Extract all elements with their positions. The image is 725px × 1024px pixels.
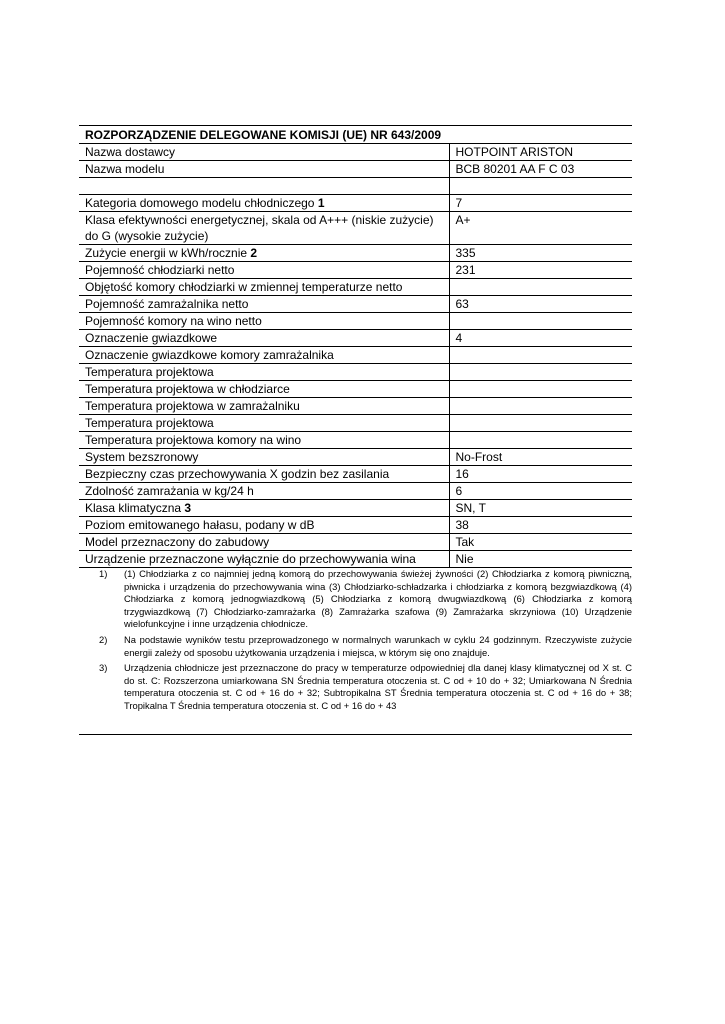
- row-value: [449, 279, 632, 296]
- row-value: 7: [449, 195, 632, 212]
- row-value: 4: [449, 330, 632, 347]
- row-value: BCB 80201 AA F C 03: [449, 161, 632, 178]
- row-label: [79, 296, 449, 313]
- row-label: [79, 347, 449, 364]
- table-row: [79, 330, 632, 347]
- footnote-number: 1): [99, 568, 108, 579]
- row-label-text: Bezpieczny czas przechowywania X godzin bez zasilania: [85, 467, 390, 481]
- row-label-text: Oznaczenie gwiazdkowe komory zamrażalnika: [85, 348, 334, 362]
- row-value: Nie: [449, 551, 632, 568]
- row-value: [449, 415, 632, 432]
- footnote-ref: 3: [184, 501, 192, 515]
- table-row: [79, 144, 632, 161]
- table-row: [79, 551, 632, 568]
- row-label: [79, 330, 449, 347]
- table-row: [79, 347, 632, 364]
- row-value: Tak: [449, 534, 632, 551]
- table-row: [79, 534, 632, 551]
- document: [79, 125, 632, 735]
- row-label: [79, 517, 449, 534]
- row-label: [79, 449, 449, 466]
- table-row: [79, 279, 632, 296]
- table-row: [79, 313, 632, 330]
- row-label-text: Temperatura projektowa komory na wino: [85, 433, 302, 447]
- row-label-text: Poziom emitowanego hałasu, podany w dB: [85, 518, 315, 532]
- row-label: [79, 432, 449, 449]
- row-label: [79, 364, 449, 381]
- row-label-text: Oznaczenie gwiazdkowe: [85, 331, 218, 345]
- row-value: 335: [449, 245, 632, 262]
- row-label: [79, 262, 449, 279]
- table-row: [79, 195, 632, 212]
- row-value: 231: [449, 262, 632, 279]
- table-row: [79, 381, 632, 398]
- row-label-text: Pojemność chłodziarki netto: [85, 263, 235, 277]
- row-label-text: Temperatura projektowa w chłodziarce: [85, 382, 290, 396]
- row-label-text: Pojemność zamrażalnika netto: [85, 297, 249, 311]
- row-label: [79, 161, 449, 178]
- row-label-text: Objętość komory chłodziarki w zmiennej temperaturze netto: [85, 280, 403, 294]
- table-title: ROZPORZĄDZENIE DELEGOWANE KOMISJI (UE) NR 643/2009: [79, 126, 632, 144]
- table-row: [79, 398, 632, 415]
- row-value: [449, 178, 632, 195]
- row-value: [449, 398, 632, 415]
- footnote-text: Urządzenia chłodnicze jest przeznaczone do pracy w temperaturze odpowiedniej dla danej klasy klimatycznej od X st. C do st. C: Rozszerzona umiarkowana SN Średnia temperatura otoczenia st. C od + 10 do + 32; Umiarkowana N Średnia temperatura otoczenia st. C od + 16 do + 32; Subtropikalna ST Średnia temperatura otoczenia st. C od + 16 do + 38; Tropikalna T Średnia temperatura otoczenia st. C od + 16 do + 43: [124, 662, 632, 711]
- row-value: 16: [449, 466, 632, 483]
- row-label: [79, 466, 449, 483]
- row-label-text: Zdolność zamrażania w kg/24 h: [85, 484, 254, 498]
- table-row: [79, 178, 632, 195]
- row-label-text: Nazwa dostawcy: [85, 145, 176, 159]
- table-row: [79, 245, 632, 262]
- row-label: [79, 551, 449, 568]
- footnote-text: (1) Chłodziarka z co najmniej jedną komorą do przechowywania świeżej żywności (2) Chłodziarka z komorą piwniczną, piwnicka i urządzenia do przechowywania wina (3) Chłodziarko-schładzarka i chłodziarka z komorą bezgwiazdkową (4) Chłodziarka z komorą jednogwiazdkową (5) Chłodziarka z komorą dwugwiazdkową (6) Chłodziarka z komorą trzygwiazdkową (7) Chłodziarko-zamrażarka (8) Zamrażarka szafowa (9) Zamrażarka skrzyniowa (10) Urządzenie wielofunkcyjne i inne urządzenia chłodnicze.: [124, 568, 632, 630]
- row-value: 63: [449, 296, 632, 313]
- row-value: [449, 381, 632, 398]
- row-value: 38: [449, 517, 632, 534]
- row-label: [79, 398, 449, 415]
- row-label-text: Nazwa modelu: [85, 162, 165, 176]
- table-row: [79, 483, 632, 500]
- row-label: [79, 381, 449, 398]
- row-label-text: Temperatura projektowa: [85, 365, 214, 379]
- row-label: [79, 500, 449, 517]
- table-title-row: [79, 126, 632, 144]
- row-label-text: Model przeznaczony do zabudowy: [85, 535, 270, 549]
- row-value: No-Frost: [449, 449, 632, 466]
- row-value: 6: [449, 483, 632, 500]
- row-label: [79, 212, 449, 245]
- row-label-text: Urządzenie przeznaczone wyłącznie do przechowywania wina: [85, 552, 416, 566]
- footnote-ref: 1: [317, 196, 325, 210]
- row-label-text: Klasa efektywności energetycznej, skala od A+++ (niskie zużycie) do G (wysokie zużycie): [85, 213, 434, 243]
- footnote: [79, 634, 632, 659]
- row-value: [449, 432, 632, 449]
- table-row: [79, 364, 632, 381]
- table-row: [79, 296, 632, 313]
- table-row: [79, 449, 632, 466]
- table-row: [79, 161, 632, 178]
- row-label: [79, 534, 449, 551]
- row-label: [79, 279, 449, 296]
- footnote: [79, 568, 632, 631]
- table-row: [79, 500, 632, 517]
- footnote-ref: 2: [250, 246, 258, 260]
- row-label: [79, 178, 449, 195]
- footnote-number: 3): [99, 662, 108, 674]
- footnotes: [79, 568, 632, 735]
- table-row: [79, 212, 632, 245]
- row-label: [79, 144, 449, 161]
- row-label: [79, 483, 449, 500]
- table-row: [79, 517, 632, 534]
- footnote-number: 2): [99, 633, 108, 645]
- row-label: [79, 313, 449, 330]
- row-label: [79, 415, 449, 432]
- row-value: [449, 347, 632, 364]
- spec-table: [79, 125, 632, 568]
- row-value: HOTPOINT ARISTON: [449, 144, 632, 161]
- row-value: [449, 313, 632, 330]
- row-label-text: Temperatura projektowa w zamrażalniku: [85, 399, 300, 413]
- row-value: A+: [449, 212, 632, 245]
- row-value: [449, 364, 632, 381]
- row-label: [79, 195, 449, 212]
- table-row: [79, 466, 632, 483]
- row-label-text: Zużycie energii w kWh/rocznie: [85, 246, 248, 260]
- row-label-text: System bezszronowy: [85, 450, 199, 464]
- row-value: SN, T: [449, 500, 632, 517]
- row-label: [79, 245, 449, 262]
- footnote: [79, 662, 632, 712]
- table-row: [79, 262, 632, 279]
- table-row: [79, 432, 632, 449]
- row-label-text: Temperatura projektowa: [85, 416, 214, 430]
- table-row: [79, 415, 632, 432]
- footnote-text: Na podstawie wyników testu przeprowadzonego w normalnych warunkach w cyklu 24 godzinnym. Rzeczywiste zużycie energii zależy od sposobu użytkowania urządzenia i miejsca, w którym się ono znajduje.: [124, 633, 632, 658]
- row-label-text: Pojemność komory na wino netto: [85, 314, 262, 328]
- row-label-text: Klasa klimatyczna: [85, 501, 182, 515]
- row-label-text: Kategoria domowego modelu chłodniczego: [85, 196, 315, 210]
